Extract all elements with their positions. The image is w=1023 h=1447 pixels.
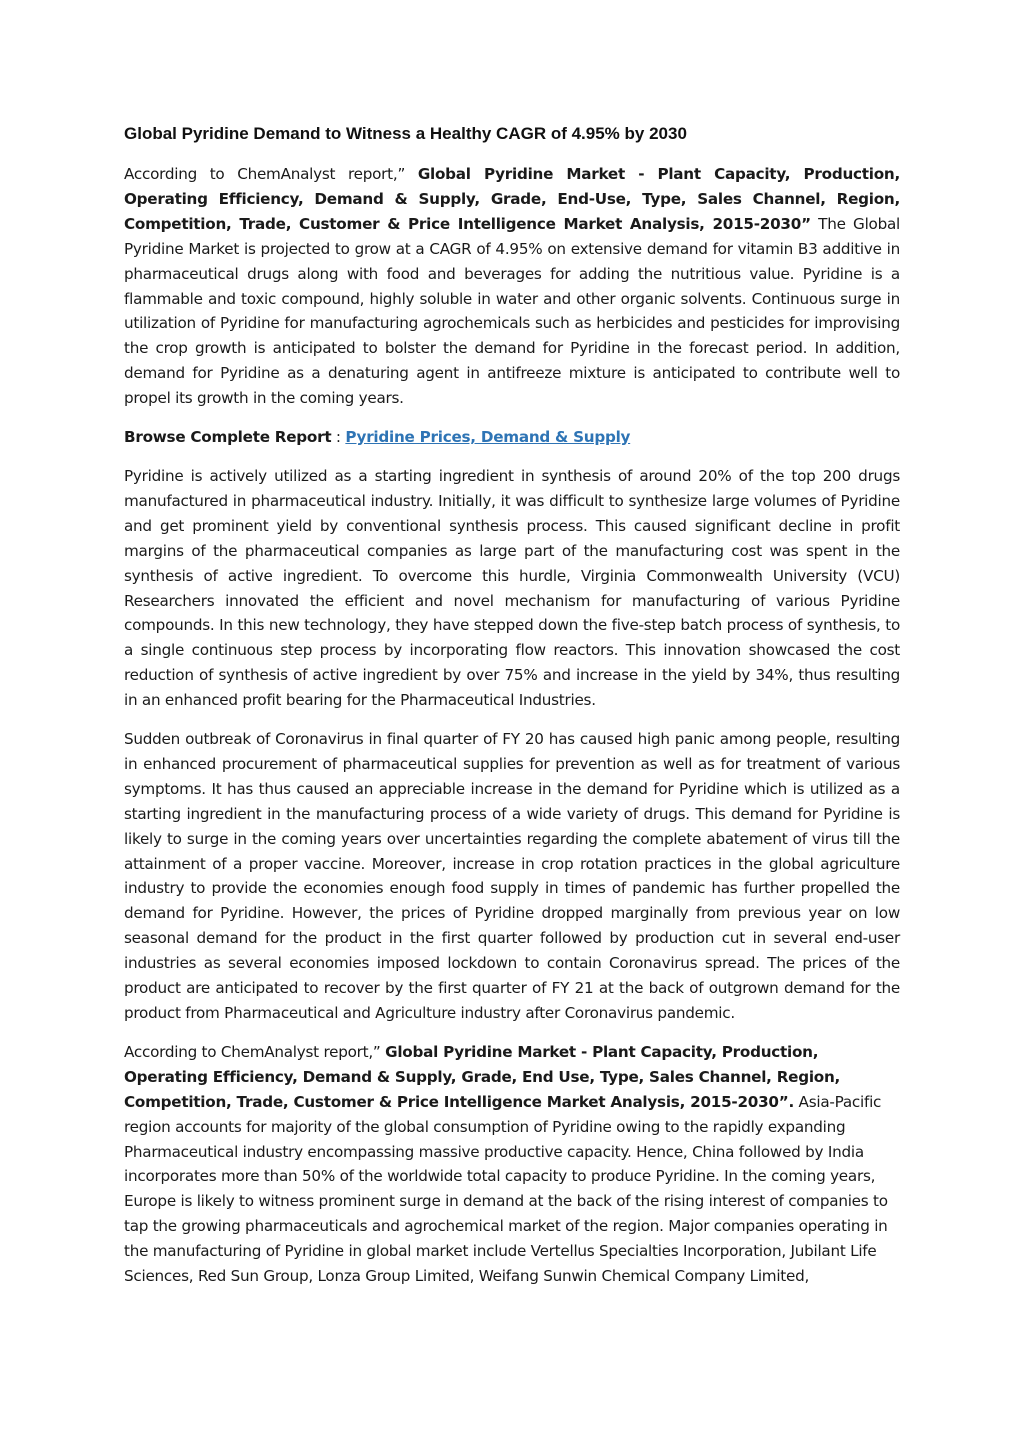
paragraph-synthesis: Pyridine is actively utilized as a starting ingredient in synthesis of around 20% of the top 200 drugs manufactured in pharmaceutical industry. Initially, it was difficult to synthesize large volumes of Pyridine and get prominent yield by conventional synthesis process. This caused significant decline in profit margins of the pharmaceutical companies as large part of the manufacturing cost was spent in the synthesis of active ingredient. To overcome this hurdle, Virginia Commonwealth University (VCU) Researchers innovated the efficient and novel mechanism for manufacturing of various Pyridine compounds. In this new technology, they have stepped down the five-step batch process of synthesis, to a single continuous step process by incorporating flow reactors. This innovation showcased the cost reduction of synthesis of active ingredient by over 75% and increase in the yield by 34%, thus resulting in an enhanced profit bearing for the Pharmaceutical Industries. bbox=[124, 466, 900, 710]
paragraph-intro bbox=[124, 162, 900, 411]
browse-label: Browse Complete Report bbox=[124, 428, 332, 447]
report-title-2: Global Pyridine Market - Plant Capacity, Production, Operating Efficiency, Demand & Supply, Grade, End Use, Type, Sales Channel, Region, Competition, Trade, Customer & Price Intelligence Market Analysis, 2015-2030”. bbox=[124, 1042, 841, 1111]
report-link[interactable]: Pyridine Prices, Demand & Supply bbox=[345, 428, 631, 447]
intro-lead: According to ChemAnalyst report,” bbox=[124, 165, 418, 183]
document-title: Global Pyridine Demand to Witness a Healthy CAGR of 4.95% by 2030 bbox=[124, 124, 687, 143]
browse-report-line bbox=[124, 425, 900, 450]
regional-body: Asia-Pacific region accounts for majority of the global consumption of Pyridine owing to the rapidly expanding Pharmaceutical industry encompassing massive productive capacity. Hence, China followed by India incorporates more than 50% of the worldwide total capacity to produce Pyridine. In the coming years, Europe is likely to witness prominent surge in demand at the back of the rising interest of companies to tap the growing pharmaceuticals and agrochemical market of the region. Major companies operating in the manufacturing of Pyridine in global market include Vertellus Specialties Incorporation, Jubilant Life Sciences, Red Sun Group, Lonza Group Limited, Weifang Sunwin Chemical Company Limited, bbox=[124, 1092, 888, 1286]
paragraph-coronavirus: Sudden outbreak of Coronavirus in final quarter of FY 20 has caused high panic among people, resulting in enhanced procurement of pharmaceutical supplies for prevention as well as for treatment of various symptoms. It has thus caused an appreciable increase in the demand for Pyridine which is utilized as a starting ingredient in the manufacturing process of a wide variety of drugs. This demand for Pyridine is likely to surge in the coming years over uncertainties regarding the complete abatement of virus till the attainment of a proper vaccine. Moreover, increase in crop rotation practices in the global agriculture industry to provide the economies enough food supply in times of pandemic has further propelled the demand for Pyridine. However, the prices of Pyridine dropped marginally from previous year on low seasonal demand for the product in the first quarter followed by production cut in several end-user industries as several economies imposed lockdown to contain Coronavirus spread. The prices of the product are anticipated to recover by the first quarter of FY 21 at the back of outgrown demand for the product from Pharmaceutical and Agriculture industry after Coronavirus pandemic. bbox=[124, 730, 900, 1022]
paragraph-regional bbox=[124, 1040, 900, 1289]
report-title: Global Pyridine Market - Plant Capacity, Production, Operating Efficiency, Demand & Supply, Grade, End-Use, Type, Sales Channel, Region, Competition, Trade, Customer & Price Intelligence Market Analysis, 2015-2030” bbox=[124, 165, 900, 233]
document-page bbox=[124, 122, 900, 1303]
browse-separator: : bbox=[331, 428, 346, 447]
intro-body: The Global Pyridine Market is projected to grow at a CAGR of 4.95% on extensive demand for vitamin B3 additive in pharmaceutical drugs along with food and beverages for adding the nutritious value. Pyridine is a flammable and toxic compound, highly soluble in water and other organic solvents. Continuous surge in utilization of Pyridine for manufacturing agrochemicals such as herbicides and pesticides for improvising the crop growth is anticipated to bolster the demand for Pyridine in the forecast period. In addition, demand for Pyridine as a denaturing agent in antifreeze mixture is anticipated to contribute well to propel its growth in the coming years. bbox=[124, 214, 900, 408]
regional-lead: According to ChemAnalyst report,” bbox=[124, 1042, 386, 1061]
